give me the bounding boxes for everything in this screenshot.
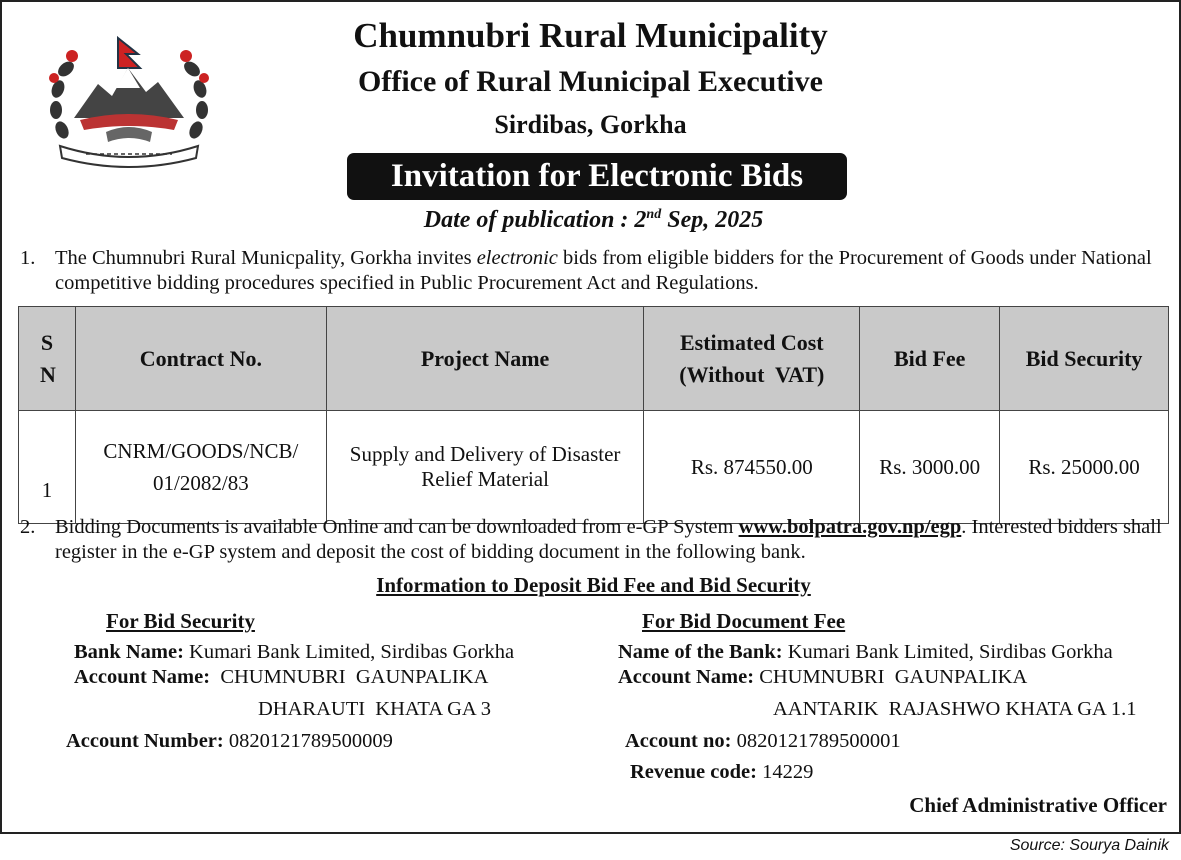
para1-text-b: bids from eligible bidders for the Procurement of Goods under National competitive bidding procedures specified in Public Procurement Act and Regulations. bbox=[55, 247, 1152, 294]
cell-cost: Rs. 874550.00 bbox=[644, 411, 860, 524]
cell-sn: 1 bbox=[19, 411, 76, 524]
fee-bank-line: Name of the Bank: Kumari Bank Limited, Sirdibas Gorkha bbox=[618, 641, 1113, 663]
paragraph-number: 1. bbox=[20, 247, 36, 269]
header-sn: S N bbox=[19, 307, 76, 411]
para2-text-b: . Interested bidders shall register in the e-GP system and deposit the cost of bidding document in the following bank. bbox=[55, 516, 1162, 563]
deposit-heading: Information to Deposit Bid Fee and Bid Security bbox=[376, 573, 811, 597]
fee-revenue-code-line: Revenue code: 14229 bbox=[630, 761, 814, 783]
office-title: Office of Rural Municipal Executive bbox=[358, 65, 823, 98]
fee-account-name-line: Account Name: CHUMNUBRI GAUNPALIKA bbox=[618, 666, 1028, 688]
source-credit: Source: Sourya Dainik bbox=[1009, 837, 1169, 854]
cell-security: Rs. 25000.00 bbox=[1000, 411, 1169, 524]
fee-account-name-line2: AANTARIK RAJASHWO KHATA GA 1.1 bbox=[773, 698, 1137, 720]
bid-security-title: For Bid Security bbox=[106, 609, 255, 633]
municipality-title: Chumnubri Rural Municipality bbox=[353, 16, 828, 55]
header-security: Bid Security bbox=[1000, 307, 1169, 411]
paragraph-2 bbox=[20, 515, 1170, 565]
fee-account-number-line: Account no: 0820121789500001 bbox=[625, 730, 901, 752]
egp-link[interactable]: www.bolpatra.gov.np/egp bbox=[738, 516, 962, 538]
bid-fee-title: For Bid Document Fee bbox=[642, 609, 846, 633]
security-account-name-line: Account Name: CHUMNUBRI GAUNPALIKA bbox=[74, 666, 489, 688]
notice-title-banner: Invitation for Electronic Bids bbox=[347, 153, 847, 200]
header-contract: Contract No. bbox=[75, 307, 326, 411]
table-row bbox=[19, 411, 1169, 524]
signatory: Chief Administrative Officer bbox=[909, 793, 1167, 817]
cell-fee: Rs. 3000.00 bbox=[860, 411, 1000, 524]
security-account-name-line2: DHARAUTI KHATA GA 3 bbox=[258, 698, 491, 720]
pub-date-rest: Sep, 2025 bbox=[661, 207, 764, 233]
cell-project: Supply and Delivery of Disaster Relief Material bbox=[326, 411, 644, 524]
header-project: Project Name bbox=[326, 307, 644, 411]
paragraph-1 bbox=[20, 246, 1170, 296]
security-bank-line: Bank Name: Kumari Bank Limited, Sirdibas Gorkha bbox=[74, 641, 515, 663]
cell-contract: CNRM/GOODS/NCB/ 01/2082/83 bbox=[75, 411, 326, 524]
header-fee: Bid Fee bbox=[860, 307, 1000, 411]
pub-date-suffix: nd bbox=[646, 207, 662, 222]
para1-emphasis: electronic bbox=[476, 247, 558, 269]
table-header-row bbox=[19, 307, 1169, 411]
bids-table bbox=[18, 306, 1169, 524]
security-account-number-line: Account Number: 0820121789500009 bbox=[66, 730, 393, 752]
para1-text-a: The Chumnubri Rural Municpality, Gorkha invites bbox=[55, 247, 477, 269]
location-title: Sirdibas, Gorkha bbox=[494, 110, 687, 139]
para2-text-a: Bidding Documents is available Online and can be downloaded from e-GP System bbox=[55, 516, 739, 538]
paragraph-number: 2. bbox=[20, 516, 36, 538]
publication-date bbox=[0, 207, 1181, 234]
header-cost: Estimated Cost (Without VAT) bbox=[644, 307, 860, 411]
pub-date-label: Date of publication : 2 bbox=[423, 207, 647, 233]
